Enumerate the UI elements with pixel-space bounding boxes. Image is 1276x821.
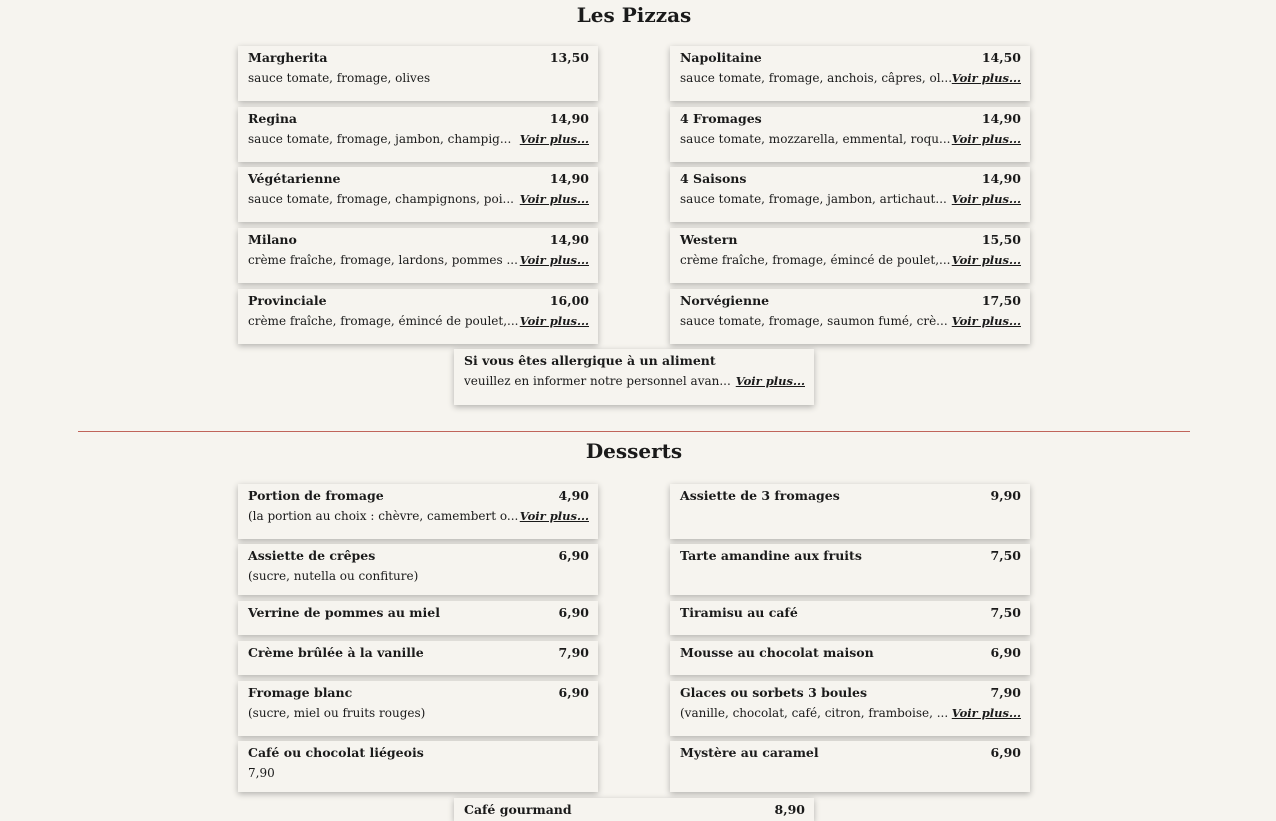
see-more-link[interactable]: Voir plus... xyxy=(519,253,589,267)
item-price: 14,90 xyxy=(549,232,589,247)
item-description: sauce tomate, fromage, olives xyxy=(248,71,431,85)
menu-item-card[interactable] xyxy=(238,681,598,736)
menu-item-card[interactable] xyxy=(670,601,1030,635)
item-name: Verrine de pommes au miel xyxy=(248,605,440,620)
item-price: 6,90 xyxy=(558,605,589,620)
see-more-link[interactable]: Voir plus... xyxy=(951,706,1021,720)
item-price: 7,90 xyxy=(990,685,1021,700)
item-name: Si vous êtes allergique à un aliment xyxy=(464,353,716,368)
item-name: Provinciale xyxy=(248,293,327,308)
item-price: 7,50 xyxy=(990,548,1021,563)
see-more-link[interactable]: Voir plus... xyxy=(519,132,589,146)
item-description: veuillez en informer notre personnel avan... xyxy=(464,374,731,388)
item-price: 7,50 xyxy=(990,605,1021,620)
see-more-link[interactable]: Voir plus... xyxy=(519,314,589,328)
see-more-link[interactable]: Voir plus... xyxy=(951,71,1021,85)
menu-item-card[interactable] xyxy=(670,289,1030,344)
menu-item-card[interactable] xyxy=(670,46,1030,101)
menu-item-card[interactable] xyxy=(238,107,598,162)
item-price: 14,50 xyxy=(981,50,1021,65)
item-price: 7,90 xyxy=(558,645,589,660)
item-description: sauce tomate, fromage, anchois, câpres, ol... xyxy=(680,71,952,85)
item-name: 4 Saisons xyxy=(680,171,747,186)
menu-item-card[interactable] xyxy=(670,484,1030,539)
item-price: 14,90 xyxy=(549,111,589,126)
item-price: 6,90 xyxy=(558,685,589,700)
see-more-link[interactable]: Voir plus... xyxy=(951,132,1021,146)
menu-item-card[interactable] xyxy=(238,741,598,792)
item-name: Assiette de 3 fromages xyxy=(680,488,840,503)
item-description: (vanille, chocolat, café, citron, framboise, ... xyxy=(680,706,949,720)
see-more-link[interactable]: Voir plus... xyxy=(519,509,589,523)
item-price: 14,90 xyxy=(981,171,1021,186)
item-name: Margherita xyxy=(248,50,328,65)
pizzas-section-title: Les Pizzas xyxy=(576,3,692,27)
menu-item-card[interactable] xyxy=(670,167,1030,222)
item-description: sauce tomate, fromage, jambon, champig... xyxy=(248,132,512,146)
see-more-link[interactable]: Voir plus... xyxy=(951,253,1021,267)
item-description: crème fraîche, fromage, lardons, pommes ... xyxy=(248,253,518,267)
menu-item-card[interactable] xyxy=(238,484,598,539)
item-description: sauce tomate, fromage, saumon fumé, crè... xyxy=(680,314,948,328)
menu-item-card[interactable] xyxy=(670,681,1030,736)
see-more-link[interactable]: Voir plus... xyxy=(519,192,589,206)
item-name: Napolitaine xyxy=(680,50,762,65)
item-description: crème fraîche, fromage, émincé de poulet,... xyxy=(248,314,519,328)
item-description: (sucre, miel ou fruits rouges) xyxy=(248,706,426,720)
item-description: (la portion au choix : chèvre, camembert o... xyxy=(248,509,519,523)
item-price: 15,50 xyxy=(981,232,1021,247)
menu-item-card[interactable] xyxy=(238,167,598,222)
item-name: Portion de fromage xyxy=(248,488,384,503)
menu-item-card[interactable] xyxy=(238,601,598,635)
item-price: 17,50 xyxy=(981,293,1021,308)
item-price: 13,50 xyxy=(549,50,589,65)
menu-item-card[interactable] xyxy=(670,544,1030,595)
item-name: Café gourmand xyxy=(464,802,572,817)
item-name: Végétarienne xyxy=(248,171,341,186)
item-name: Mousse au chocolat maison xyxy=(680,645,874,660)
menu-item-card[interactable] xyxy=(238,641,598,675)
item-price: 16,00 xyxy=(549,293,589,308)
menu-item-card[interactable] xyxy=(670,741,1030,792)
item-name: 4 Fromages xyxy=(680,111,762,126)
allergy-notice-card[interactable] xyxy=(454,349,814,405)
item-name: Mystère au caramel xyxy=(680,745,819,760)
item-name: Norvégienne xyxy=(680,293,770,308)
menu-item-card[interactable] xyxy=(454,798,814,821)
item-description: sauce tomate, mozzarella, emmental, roqu... xyxy=(680,132,951,146)
item-description: 7,90 xyxy=(248,766,275,780)
see-more-link[interactable]: Voir plus... xyxy=(735,374,805,388)
menu-item-card[interactable] xyxy=(670,228,1030,283)
item-description: crème fraîche, fromage, émincé de poulet,... xyxy=(680,253,951,267)
item-name: Tiramisu au café xyxy=(680,605,798,620)
item-price: 6,90 xyxy=(558,548,589,563)
item-name: Fromage blanc xyxy=(248,685,353,700)
item-name: Crème brûlée à la vanille xyxy=(248,645,424,660)
item-description: sauce tomate, fromage, jambon, artichaut... xyxy=(680,192,947,206)
menu-item-card[interactable] xyxy=(238,46,598,101)
item-price: 6,90 xyxy=(990,745,1021,760)
item-description: (sucre, nutella ou confiture) xyxy=(248,569,419,583)
item-price: 14,90 xyxy=(981,111,1021,126)
item-name: Milano xyxy=(248,232,297,247)
menu-item-card[interactable] xyxy=(670,107,1030,162)
menu-item-card[interactable] xyxy=(238,289,598,344)
see-more-link[interactable]: Voir plus... xyxy=(951,192,1021,206)
item-price: 9,90 xyxy=(990,488,1021,503)
section-divider xyxy=(78,431,1190,432)
item-name: Glaces ou sorbets 3 boules xyxy=(680,685,868,700)
item-price: 14,90 xyxy=(549,171,589,186)
desserts-section-title: Desserts xyxy=(585,439,683,463)
item-price: 8,90 xyxy=(774,802,805,817)
menu-item-card[interactable] xyxy=(670,641,1030,675)
see-more-link[interactable]: Voir plus... xyxy=(951,314,1021,328)
menu-item-card[interactable] xyxy=(238,228,598,283)
menu-item-card[interactable] xyxy=(238,544,598,595)
item-price: 4,90 xyxy=(558,488,589,503)
item-name: Western xyxy=(680,232,738,247)
item-name: Café ou chocolat liégeois xyxy=(248,745,424,760)
item-name: Tarte amandine aux fruits xyxy=(680,548,862,563)
item-name: Regina xyxy=(248,111,298,126)
item-name: Assiette de crêpes xyxy=(248,548,376,563)
item-price: 6,90 xyxy=(990,645,1021,660)
item-description: sauce tomate, fromage, champignons, poi... xyxy=(248,192,514,206)
